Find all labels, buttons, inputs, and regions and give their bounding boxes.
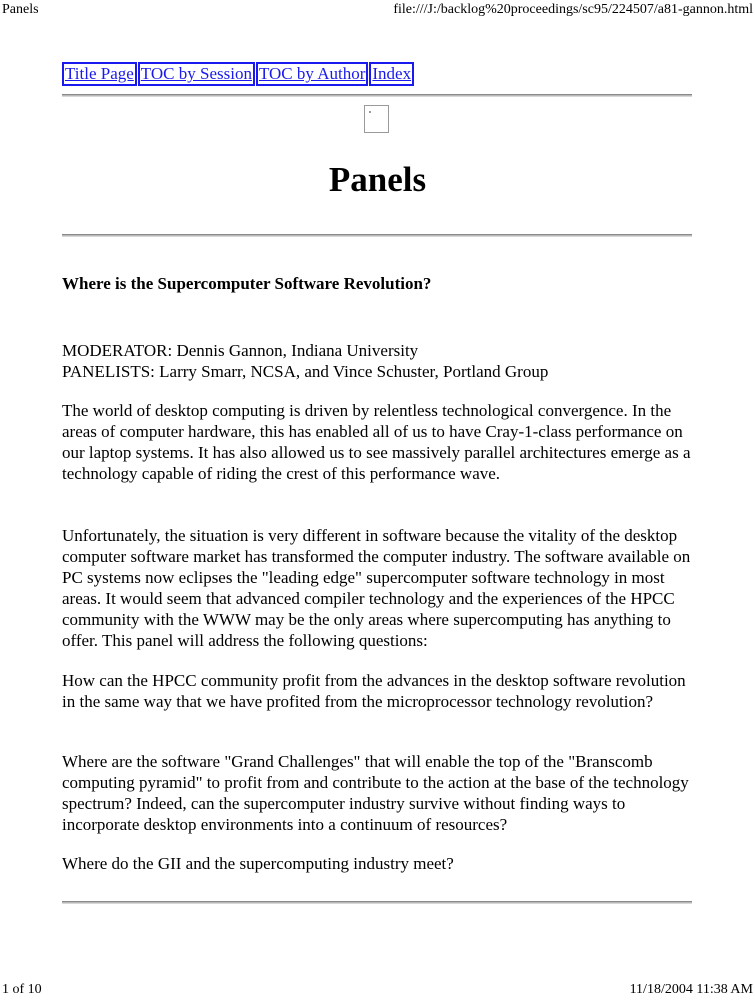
nav-link-toc-by-session[interactable] xyxy=(138,62,255,86)
print-footer-datetime: 11/18/2004 11:38 AM xyxy=(629,982,753,997)
nav-link-label: TOC by Author xyxy=(258,64,366,83)
moderator-line: MODERATOR: Dennis Gannon, Indiana University xyxy=(62,341,419,360)
broken-image-icon xyxy=(364,105,389,133)
body-paragraph: Unfortunately, the situation is very different in software because the vitality of the desktop computer software market has transformed the computer industry. The software available on PC systems now eclipses the "leading edge" supercomputer software technology in most areas. It would seem that advanced compiler technology and the experiences of the HPCC community with the WWW may be the only areas where supercomputing has anything to offer. This panel will address the following questions: xyxy=(62,526,691,650)
horizontal-rule-bottom xyxy=(62,901,692,904)
nav-link-title-page[interactable] xyxy=(62,62,137,86)
question-paragraph: Where are the software "Grand Challenges" that will enable the top of the "Branscomb computing pyramid" to profit from and contribute to the action at the base of the technology spectrum? Indeed, can the supercomputer industry survive without finding ways to incorporate desktop environments into a continuum of resources? xyxy=(62,752,689,834)
panel-credits xyxy=(62,340,694,382)
nav-link-label: Index xyxy=(372,64,412,83)
horizontal-rule-middle xyxy=(62,234,692,237)
nav-link-label: Title Page xyxy=(65,64,134,83)
panel-subtitle: Where is the Supercomputer Software Revolution? xyxy=(62,274,432,293)
nav-link-index[interactable] xyxy=(369,62,414,86)
print-footer-page-count: 1 of 10 xyxy=(2,982,42,997)
print-header-title: Panels xyxy=(2,2,39,17)
panelists-line: PANELISTS: Larry Smarr, NCSA, and Vince Schuster, Portland Group xyxy=(62,362,549,381)
horizontal-rule-top xyxy=(62,94,692,97)
question-paragraph: Where do the GII and the supercomputing industry meet? xyxy=(62,854,454,873)
print-header-url: file:///J:/backlog%20proceedings/sc95/224507/a81-gannon.html xyxy=(393,2,753,17)
nav-link-label: TOC by Session xyxy=(140,64,252,83)
question-paragraph: How can the HPCC community profit from the advances in the desktop software revolution in the same way that we have profited from the microprocessor technology revolution? xyxy=(62,671,686,711)
nav-link-toc-by-author[interactable] xyxy=(256,62,368,86)
body-paragraph: The world of desktop computing is driven by relentless technological convergence. In the areas of computer hardware, this has enabled all of us to have Cray-1-class performance on our laptop systems. It has also allowed us to see massively parallel architectures emerge as a technology capable of riding the crest of this performance wave. xyxy=(62,401,691,483)
navigation-bar xyxy=(62,62,414,86)
page-title: Panels xyxy=(328,160,427,199)
